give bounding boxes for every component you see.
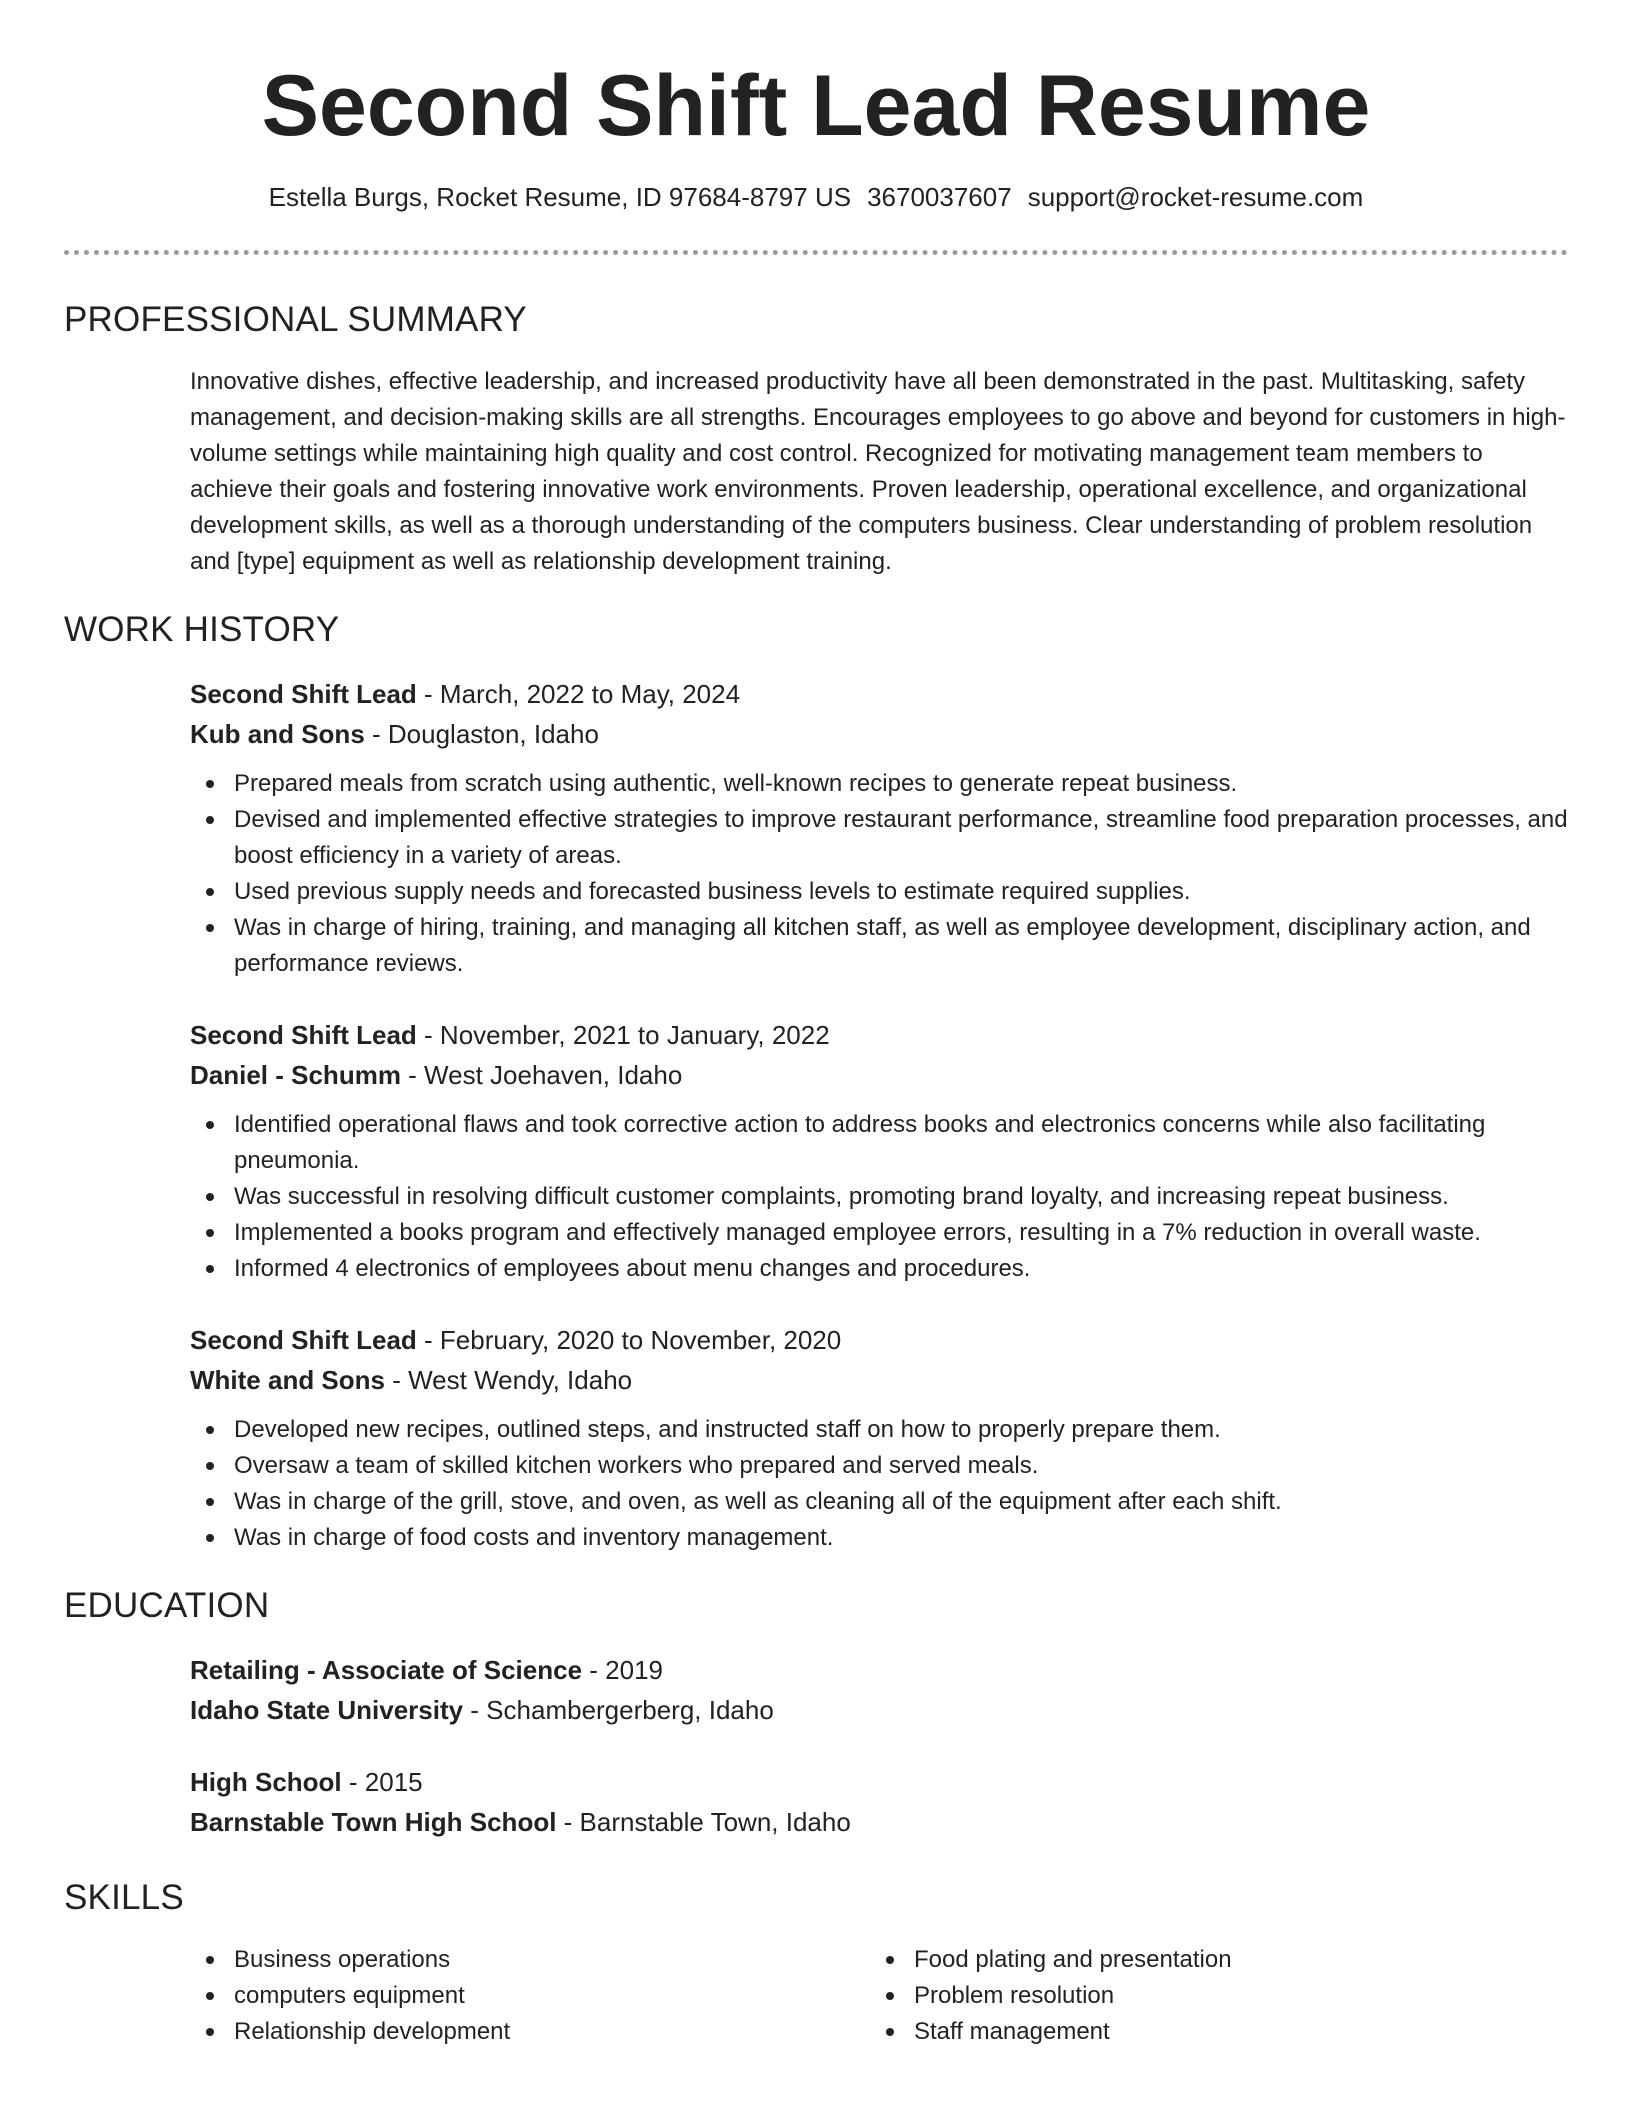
- education-degree: Retailing - Associate of Science: [190, 1655, 583, 1685]
- skill-item: computers equipment: [234, 1978, 830, 2014]
- job-entry: [190, 1320, 1570, 1556]
- job-company: Daniel - Schumm: [190, 1060, 401, 1090]
- job-dates: - February, 2020 to November, 2020: [416, 1325, 842, 1355]
- summary-heading: PROFESSIONAL SUMMARY: [64, 300, 527, 339]
- skills-list: [870, 1942, 1510, 2050]
- education-heading: EDUCATION: [64, 1586, 270, 1625]
- skill-item: Staff management: [914, 2014, 1510, 2050]
- education-entry: [190, 1650, 1570, 1730]
- job-bullet: Identified operational flaws and took corrective action to address books and electronics concerns while also facilitating pneumonia.: [234, 1107, 1570, 1179]
- job-location: - West Joehaven, Idaho: [400, 1060, 683, 1090]
- job-bullet: Oversaw a team of skilled kitchen workers who prepared and served meals.: [234, 1448, 1570, 1484]
- summary-text: Innovative dishes, effective leadership, and increased productivity have all been demonstrated in the past. Multitasking, safety management, and decision-making skills are all strengths. Encourages employees to go above and beyond for customers in high-volume settings while maintaining high quality and cost control. Recognized for motivating management team members to achieve their goals and fostering innovative work environments. Proven leadership, operational excellence, and organizational development skills, as well as a thorough understanding of the computers business. Clear understanding of problem resolution and [type] equipment as well as relationship development training.: [190, 368, 1566, 575]
- contact-line: [0, 180, 1632, 214]
- skills-right-column: [870, 1942, 1510, 2050]
- job-dates: - March, 2022 to May, 2024: [416, 679, 741, 709]
- job-bullet: Was successful in resolving difficult customer complaints, promoting brand loyalty, and increasing repeat business.: [234, 1179, 1570, 1215]
- work-history-heading: WORK HISTORY: [64, 610, 340, 649]
- job-title: Second Shift Lead: [190, 679, 417, 709]
- resume-title: Second Shift Lead Resume: [261, 58, 1371, 154]
- skill-item: Food plating and presentation: [914, 1942, 1510, 1978]
- job-bullet: Developed new recipes, outlined steps, and instructed staff on how to properly prepare them.: [234, 1412, 1570, 1448]
- job-company: White and Sons: [190, 1365, 385, 1395]
- education-year: - 2015: [341, 1767, 423, 1797]
- contact-email: support@rocket-resume.com: [1027, 182, 1364, 212]
- skills-left-column: [190, 1942, 830, 2050]
- summary-block: [190, 364, 1570, 580]
- education-degree: High School: [190, 1767, 342, 1797]
- education-school-line: [190, 1690, 1570, 1730]
- job-location: - West Wendy, Idaho: [385, 1365, 633, 1395]
- skills-list: [190, 1942, 830, 2050]
- job-company-line: [190, 714, 1570, 754]
- header-divider: [64, 250, 1568, 255]
- skills-heading: SKILLS: [64, 1878, 184, 1917]
- job-bullet: Implemented a books program and effectively managed employee errors, resulting in a 7% reduction in overall waste.: [234, 1215, 1570, 1251]
- job-location: - Douglaston, Idaho: [364, 719, 599, 749]
- job-bullet: Used previous supply needs and forecasted business levels to estimate required supplies.: [234, 874, 1570, 910]
- job-company-line: [190, 1055, 1570, 1095]
- job-bullet: Was in charge of hiring, training, and managing all kitchen staff, as well as employee development, disciplinary action, and performance reviews.: [234, 910, 1570, 982]
- education-location: - Schambergerberg, Idaho: [463, 1695, 774, 1725]
- job-title-line: [190, 1015, 1570, 1055]
- job-company-line: [190, 1360, 1570, 1400]
- education-school: Idaho State University: [190, 1695, 464, 1725]
- job-title: Second Shift Lead: [190, 1020, 417, 1050]
- job-bullet: Was in charge of food costs and inventory management.: [234, 1520, 1570, 1556]
- job-title: Second Shift Lead: [190, 1325, 417, 1355]
- job-bullets: [190, 1412, 1570, 1556]
- job-bullet: Prepared meals from scratch using authentic, well-known recipes to generate repeat business.: [234, 766, 1570, 802]
- education-school: Barnstable Town High School: [190, 1807, 557, 1837]
- job-entry: [190, 674, 1570, 982]
- education-year: - 2019: [582, 1655, 663, 1685]
- contact-phone: 3670037607: [867, 182, 1012, 212]
- education-degree-line: [190, 1762, 1570, 1802]
- education-location: - Barnstable Town, Idaho: [556, 1807, 851, 1837]
- job-bullet: Informed 4 electronics of employees about menu changes and procedures.: [234, 1251, 1570, 1287]
- job-bullet: Devised and implemented effective strategies to improve restaurant performance, streamline food preparation processes, and boost efficiency in a variety of areas.: [234, 802, 1570, 874]
- job-title-line: [190, 674, 1570, 714]
- job-bullets: [190, 1107, 1570, 1287]
- contact-address: Estella Burgs, Rocket Resume, ID 97684-8797 US: [268, 182, 852, 212]
- job-company: Kub and Sons: [190, 719, 365, 749]
- job-entry: [190, 1015, 1570, 1287]
- education-entry: [190, 1762, 1570, 1842]
- education-degree-line: [190, 1650, 1570, 1690]
- job-bullets: [190, 766, 1570, 982]
- job-bullet: Was in charge of the grill, stove, and oven, as well as cleaning all of the equipment after each shift.: [234, 1484, 1570, 1520]
- job-title-line: [190, 1320, 1570, 1360]
- skill-item: Business operations: [234, 1942, 830, 1978]
- skill-item: Relationship development: [234, 2014, 830, 2050]
- skill-item: Problem resolution: [914, 1978, 1510, 2014]
- job-dates: - November, 2021 to January, 2022: [416, 1020, 830, 1050]
- education-school-line: [190, 1802, 1570, 1842]
